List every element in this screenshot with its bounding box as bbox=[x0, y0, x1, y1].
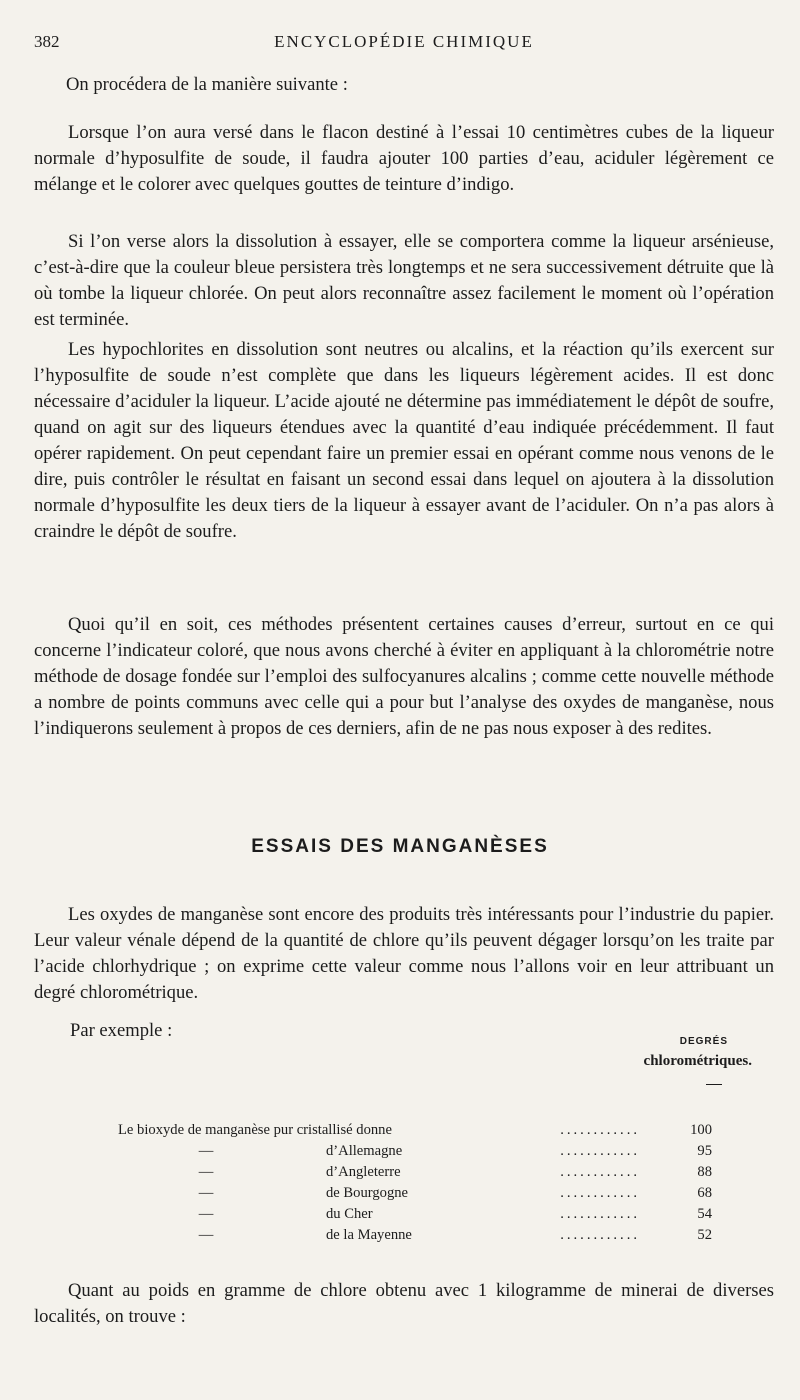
row-value: 68 bbox=[697, 1185, 712, 1201]
leader-dots: ............ bbox=[560, 1227, 640, 1243]
running-title: ENCYCLOPÉDIE CHIMIQUE bbox=[274, 32, 534, 51]
leader-dots: ............ bbox=[560, 1143, 640, 1159]
row-label: Le bioxyde de manganèse pur cristallisé donne bbox=[118, 1122, 392, 1138]
row-value: 54 bbox=[697, 1206, 712, 1222]
ditto-dash: — bbox=[198, 1227, 214, 1243]
row-value: 95 bbox=[697, 1143, 712, 1159]
row-value: 88 bbox=[697, 1164, 712, 1180]
leader-dots: ............ bbox=[560, 1122, 640, 1138]
chlorometric-table bbox=[118, 1120, 724, 1246]
leader-dots: ............ bbox=[560, 1206, 640, 1222]
ditto-dash: — bbox=[198, 1185, 214, 1201]
table-row bbox=[118, 1162, 724, 1183]
ditto-dash: — bbox=[198, 1164, 214, 1180]
table-row bbox=[118, 1225, 724, 1246]
body-paragraph-2: Si l’on verse alors la dissolution à essayer, elle se comportera comme la liqueur arsénieuse, c’est-à-dire que la couleur bleue persistera très longtemps et ne sera successivement détruite que là où tombe la liqueur chlorée. On peut alors reconnaître assez facilement le moment où l’opération est terminée. bbox=[34, 231, 774, 330]
row-label: d’Angleterre bbox=[326, 1164, 401, 1180]
page-number: 382 bbox=[34, 32, 60, 51]
table-row bbox=[118, 1141, 724, 1162]
section-heading: ESSAIS DES MANGANÈSES bbox=[251, 836, 549, 857]
leader-dots: ............ bbox=[560, 1185, 640, 1201]
example-intro: Par exemple : bbox=[70, 1020, 173, 1041]
row-label: d’Allemagne bbox=[326, 1143, 403, 1159]
row-label: de Bourgogne bbox=[326, 1185, 409, 1201]
column-header-degrees: DEGRÉS bbox=[679, 1036, 728, 1047]
row-label: du Cher bbox=[326, 1206, 373, 1222]
table-row bbox=[118, 1183, 724, 1204]
section-paragraph-1: Les oxydes de manganèse sont encore des produits très intéressants pour l’industrie du papier. Leur valeur vénale dépend de la quantité de chlore qu’ils peuvent dégager lorsqu’on les traite par l’acide chlorhydrique ; on exprime cette valeur comme nous l’allons voir en leur attribuant un degré chlorométrique. bbox=[34, 904, 774, 1003]
body-paragraph-4: Quoi qu’il en soit, ces méthodes présentent certaines causes d’erreur, surtout en ce qui concerne l’indicateur coloré, que nous avons cherché à éviter en appliquant à la chlorométrie notre méthode de dosage fondée sur l’emploi des sulfocyanures alcalins ; comme cette nouvelle méthode a nombre de points communs avec celle qui a pour but l’analyse des oxydes de manganèse, nous l’indiquerons seulement à propos de ces derniers, afin de ne pas nous exposer à des redites. bbox=[34, 614, 774, 739]
column-header-rule bbox=[706, 1084, 722, 1085]
row-value: 100 bbox=[690, 1122, 712, 1138]
body-paragraph-3: Les hypochlorites en dissolution sont neutres ou alcalins, et la réaction qu’ils exercent sur l’hyposulfite de soude n’est complète que dans les liqueurs légèrement acides. Il est donc nécessaire d’aciduler la liqueur. L’acide ajouté ne détermine pas immédiatement le dépôt de soufre, quand on agit sur des liqueurs étendues avec la quantité d’eau indiquée précédemment. Il faut opérer rapidement. On peut cependant faire un premier essai en opérant comme nous venons de le dire, puis contrôler le résultat en faisant un second essai dans lequel on ajoutera à la dissolution normale d’hyposulfite les deux tiers de la liqueur à essayer avant de l’aciduler. On n’a pas alors à craindre le dépôt de soufre. bbox=[34, 339, 774, 542]
ditto-dash: — bbox=[198, 1143, 214, 1159]
row-label: de la Mayenne bbox=[326, 1227, 412, 1243]
closing-paragraph: Quant au poids en gramme de chlore obtenu avec 1 kilogramme de minerai de diverses localités, on trouve : bbox=[34, 1280, 774, 1327]
running-head bbox=[34, 32, 774, 58]
intro-paragraph: On procédera de la manière suivante : bbox=[66, 74, 348, 95]
body-paragraph-1: Lorsque l’on aura versé dans le flacon destiné à l’essai 10 centimètres cubes de la liqueur normale d’hyposulfite de soude, il faudra ajouter 100 parties d’eau, aciduler légèrement ce mélange et le colorer avec quelques gouttes de teinture d’indigo. bbox=[34, 122, 774, 195]
row-value: 52 bbox=[697, 1227, 712, 1243]
table-row bbox=[118, 1204, 724, 1225]
table-row bbox=[118, 1120, 724, 1141]
table-column-header bbox=[582, 1036, 752, 1085]
column-header-chlorometric: chlorométriques. bbox=[643, 1053, 752, 1069]
leader-dots: ............ bbox=[560, 1164, 640, 1180]
ditto-dash: — bbox=[198, 1206, 214, 1222]
